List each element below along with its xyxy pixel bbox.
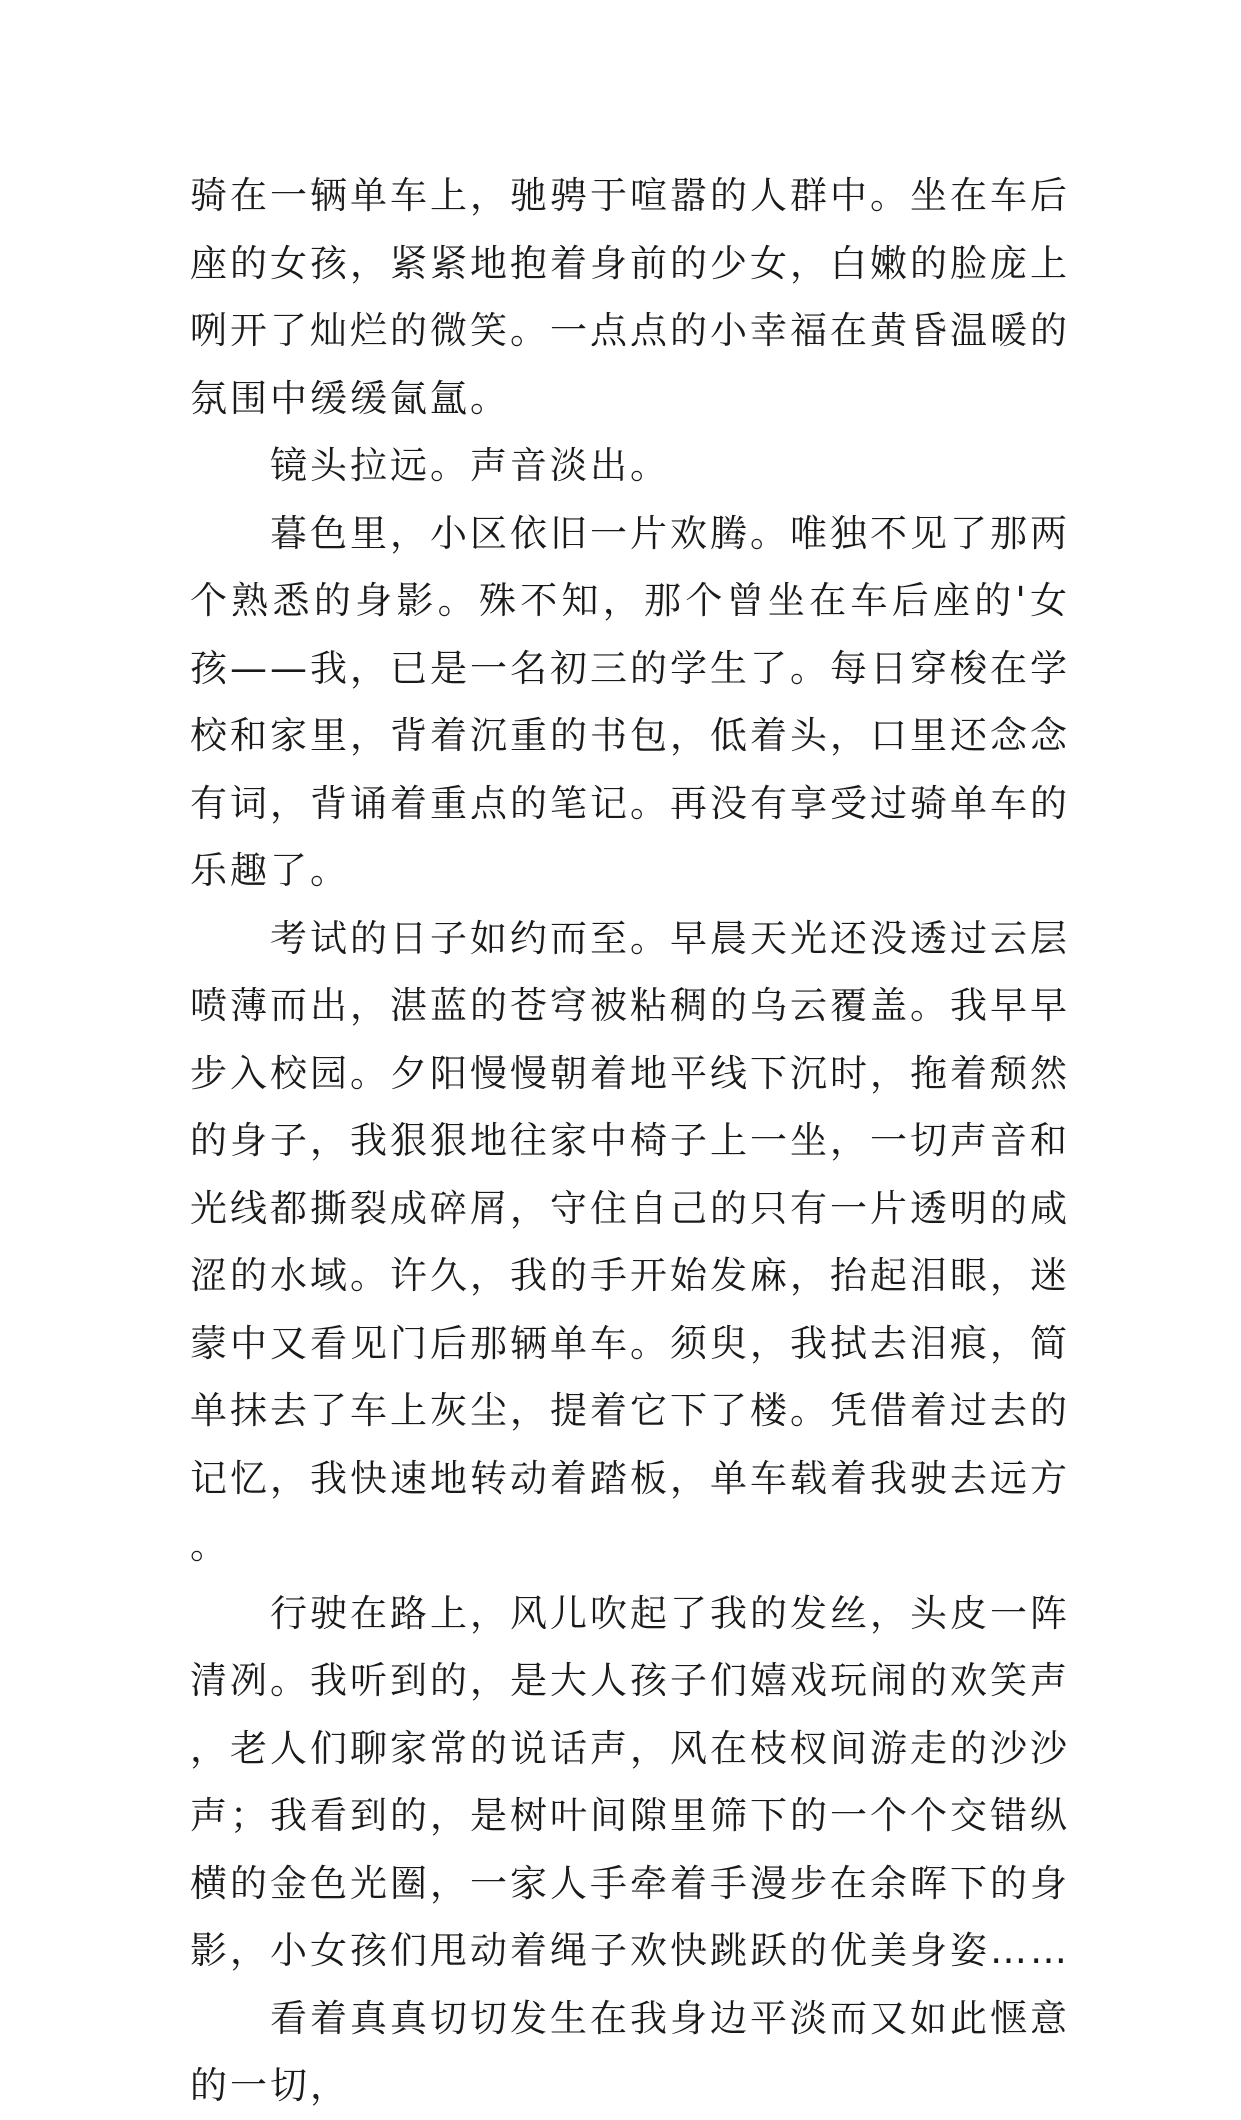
paragraph-6: 看着真真切切发生在我身边平淡而又如此惬意的一切， <box>190 1996 1070 2107</box>
paragraph-1: 骑在一辆单车上，驰骋于喧嚣的人群中。坐在车后座的女孩，紧紧地抱着身前的少女，白嫩的脸庞上咧开了灿烂的微笑。一点点的小幸福在黄昏温暖的氛围中缓缓氤氲。 <box>190 174 1070 420</box>
paragraph-2: 镜头拉远。声音淡出。 <box>270 444 670 487</box>
paragraph-5: 行驶在路上，风儿吹起了我的发丝，头皮一阵清冽。我听到的，是大人孩子们嬉戏玩闹的欢笑声，老人们聊家常的说话声，风在枝杈间游走的沙沙声；我看到的，是树叶间隙里筛下的一个个交错纵横的金色光圈，一家人手牵着手漫步在余晖下的身影，小女孩们甩动着绳子欢快跳跃的优美身姿…… <box>190 1591 1070 1972</box>
body-text <box>190 162 1070 2120</box>
paragraph-4: 考试的日子如约而至。早晨天光还没透过云层喷薄而出，湛蓝的苍穹被粘稠的乌云覆盖。我早早步入校园。夕阳慢慢朝着地平线下沉时，拖着颓然的身子，我狠狠地往家中椅子上一坐，一切声音和光线都撕裂成碎屑，守住自己的只有一片透明的咸涩的水域。许久，我的手开始发麻，抬起泪眼，迷蒙中又看见门后那辆单车。须臾，我拭去泪痕，简单抹去了车上灰尘，提着它下了楼。凭借着过去的记忆，我快速地转动着踏板，单车载着我驶去远方。 <box>190 916 1070 1567</box>
paragraph-3: 暮色里，小区依旧一片欢腾。唯独不见了那两个熟悉的身影。殊不知，那个曾坐在车后座的'女孩——我，已是一名初三的学生了。每日穿梭在学校和家里，背着沉重的书包，低着头，口里还念念有词，背诵着重点的笔记。再没有享受过骑单车的乐趣了。 <box>190 511 1070 892</box>
